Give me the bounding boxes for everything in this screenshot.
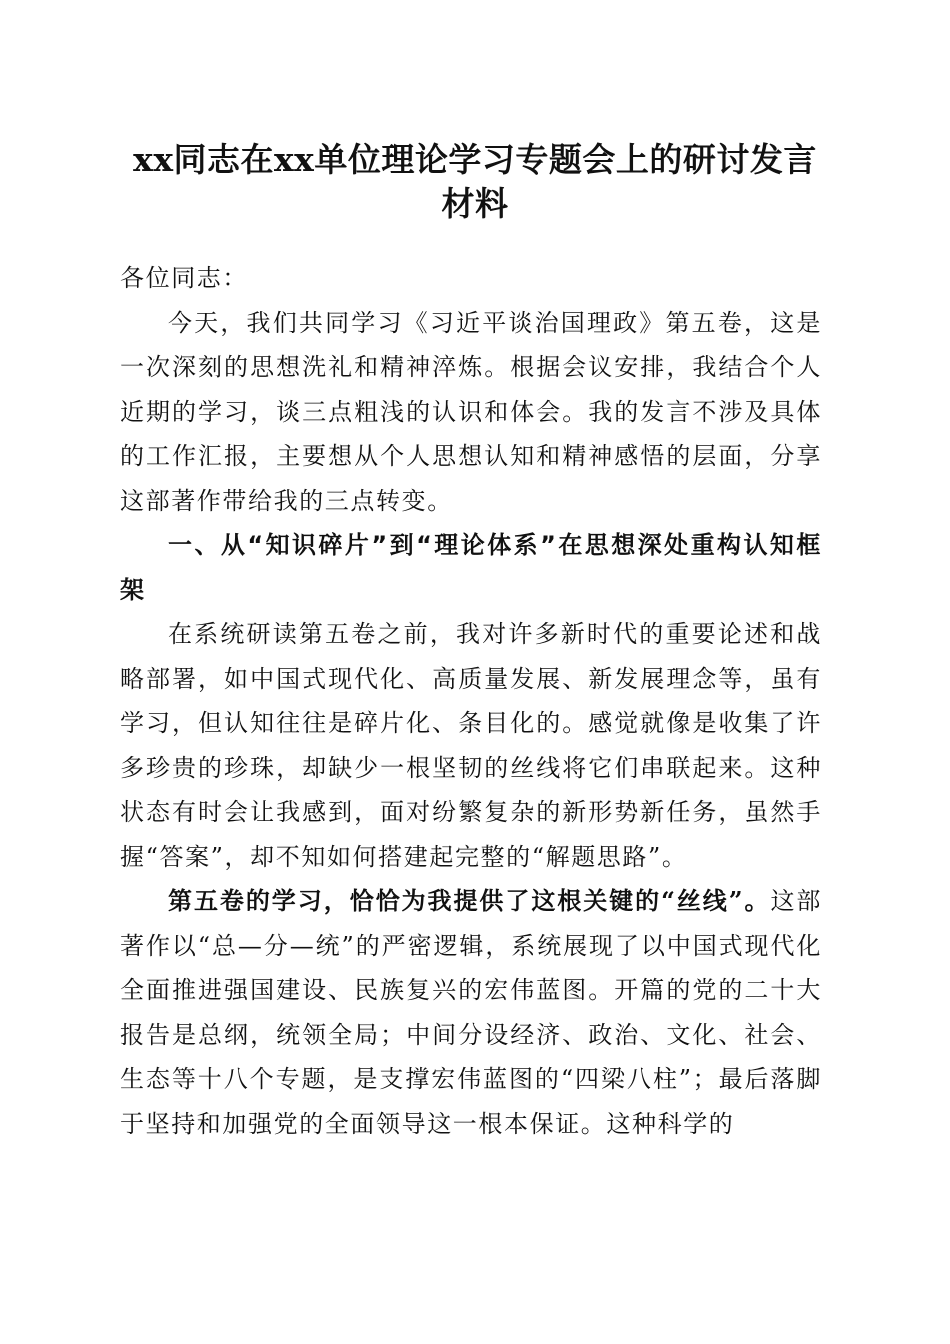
paragraph-lead-sentence: 第五卷的学习，恰恰为我提供了这根关键的“丝线”。 — [168, 886, 771, 915]
paragraph-continuation: 这部著作以“总—分—统”的严密逻辑，系统展现了以中国式现代化全面推进强国建设、民族复兴的宏伟蓝图。开篇的党的二十大报告是总纲，统领全局；中间分设经济、政治、文化、社会、生态等十八个专题，是支撑宏伟蓝图的“四梁八柱”；最后落脚于坚持和加强党的全面领导这一根本保证。这种科学的 — [120, 887, 822, 1138]
section1-paragraph-2 — [120, 879, 822, 1146]
document-body — [120, 256, 822, 1146]
greeting: 各位同志： — [120, 264, 248, 292]
intro-paragraph: 今天，我们共同学习《习近平谈治国理政》第五卷，这是一次深刻的思想洗礼和精神淬炼。根据会议安排，我结合个人近期的学习，谈三点粗浅的认识和体会。我的发言不涉及具体的工作汇报，主要想从个人思想认知和精神感悟的层面，分享这部著作带给我的三点转变。 — [120, 308, 822, 515]
document-title: xx同志在xx单位理论学习专题会上的研讨发言材料 — [133, 140, 817, 223]
section1-paragraph-1: 在系统研读第五卷之前，我对许多新时代的重要论述和战略部署，如中国式现代化、高质量发展、新发展理念等，虽有学习，但认知往往是碎片化、条目化的。感觉就像是收集了许多珍贵的珍珠，却缺少一根坚韧的丝线将它们串联起来。这种状态有时会让我感到，面对纷繁复杂的新形势新任务，虽然手握“答案”，却不知如何搭建起完整的“解题思路”。 — [120, 620, 822, 871]
section-heading-1: 一、从“知识碎片”到“理论体系”在思想深处重构认知框架 — [120, 531, 822, 604]
